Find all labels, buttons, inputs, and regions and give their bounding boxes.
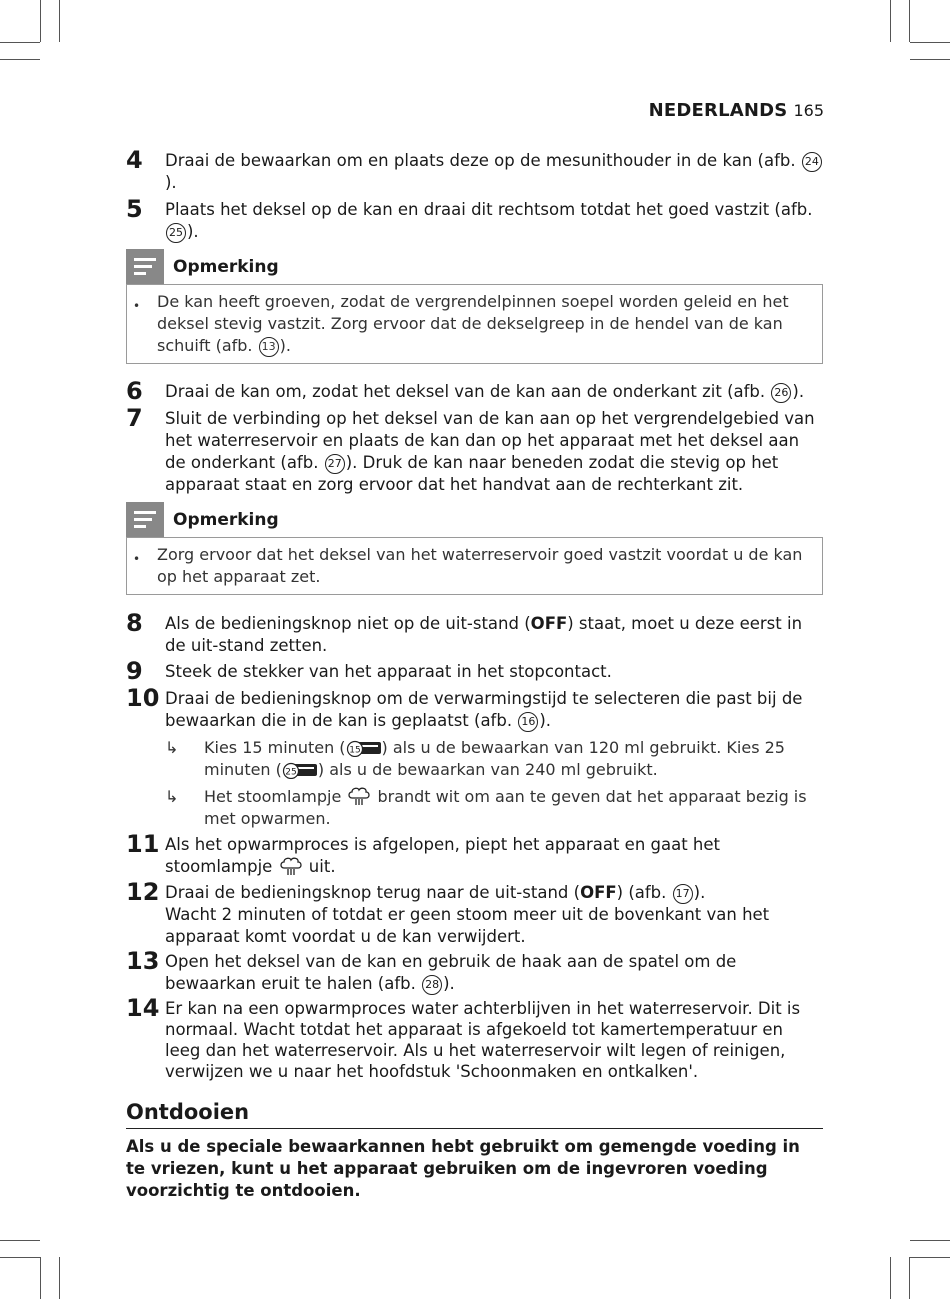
crop-mark — [0, 1257, 40, 1258]
step-11 — [126, 830, 823, 878]
step-text: Steek de stekker van het apparaat in het stopcontact. — [165, 662, 612, 681]
step-text: Draai de bewaarkan om en plaats deze op de mesunithouder in de kan (afb. 24). — [165, 150, 823, 194]
step-7 — [126, 404, 823, 496]
step-10 — [126, 684, 823, 732]
step-text: Plaats het deksel op de kan en draai dit rechtsom totdat het goed vastzit (afb. 25 ). — [165, 200, 813, 241]
crop-mark — [0, 1240, 40, 1241]
crop-mark — [40, 0, 41, 42]
crop-mark — [59, 0, 60, 42]
crop-mark — [910, 1240, 950, 1241]
step-number: 6 — [126, 377, 143, 405]
crop-mark — [910, 59, 950, 60]
steam-light-icon — [278, 856, 304, 876]
step-8 — [126, 609, 823, 657]
note-icon — [126, 502, 164, 538]
crop-mark — [910, 1257, 950, 1258]
step-text: Als het opwarmproces is afgelopen, piept het apparaat en gaat het stoomlampje uit. — [165, 835, 721, 876]
figure-ref: 28 — [422, 975, 442, 995]
note-text: De kan heeft groeven, zodat de vergrendelpinnen soepel worden geleid en het deksel stevig vastzit. Zorg ervoor dat de dekselgreep in de hendel van de kan schuift (afb. 13 ). — [157, 292, 789, 355]
figure-ref: 26 — [771, 383, 791, 403]
step-text: Draai de kan om, zodat het deksel van de kan aan de onderkant zit (afb. 26 ). — [165, 382, 805, 401]
step-text: Draai de bedieningsknop terug naar de uit-stand (OFF) (afb. 17 ). Wacht 2 minuten of totdat er geen stoom meer uit de bovenkant van het apparaat komt voordat u de kan verwijdert. — [165, 883, 770, 946]
crop-mark — [40, 1257, 41, 1299]
note-title: Opmerking — [173, 257, 279, 277]
step-number: 8 — [126, 609, 143, 637]
note-title: Opmerking — [173, 510, 279, 530]
note-box — [126, 537, 823, 595]
page-number: 165 — [793, 101, 824, 120]
result-arrow-icon: ↳ — [165, 738, 179, 757]
substep-text: Kies 15 minuten ( 15 ) als u de bewaarkan van 120 ml gebruikt. Kies 25 minuten ( 25 ) als u de bewaarkan van 240 ml gebruikt. — [204, 738, 785, 779]
bullet: • — [133, 299, 141, 313]
figure-ref: 27 — [325, 454, 345, 474]
crop-mark — [890, 1257, 891, 1299]
step-number: 9 — [126, 657, 143, 685]
step-number: 11 — [126, 830, 160, 858]
note-box — [126, 284, 823, 364]
step-9 — [126, 657, 823, 685]
note-icon — [126, 249, 164, 285]
figure-ref: 25 — [166, 223, 186, 243]
crop-mark — [910, 42, 950, 43]
timer-25-icon — [282, 761, 318, 779]
steam-light-icon — [346, 786, 372, 806]
step-4 — [126, 146, 823, 194]
step-number: 12 — [126, 878, 160, 906]
step-number: 4 — [126, 146, 143, 174]
figure-ref: 13 — [259, 337, 279, 357]
svg-text:15: 15 — [348, 745, 361, 756]
step-text: Als de bedieningsknop niet op de uit-stand (OFF) staat, moet u deze eerst in de uit-stand zetten. — [165, 614, 803, 655]
section-intro: Als u de speciale bewaarkannen hebt gebruikt om gemengde voeding in te vriezen, kunt u het apparaat gebruiken om de ingevroren voeding voorzichtig te ontdooien. — [126, 1137, 800, 1200]
note-header — [126, 502, 823, 538]
crop-mark — [909, 1257, 910, 1299]
step-number: 14 — [126, 994, 160, 1022]
step-number: 7 — [126, 404, 143, 432]
crop-mark — [890, 0, 891, 42]
header-language: NEDERLANDS — [648, 100, 788, 121]
section-title: Ontdooien — [126, 1100, 823, 1129]
crop-mark — [59, 1257, 60, 1299]
crop-mark — [0, 42, 40, 43]
step-number: 5 — [126, 195, 143, 223]
substep-result — [165, 737, 815, 781]
substep-result — [165, 786, 815, 830]
step-text: Open het deksel van de kan en gebruik de haak aan de spatel om de bewaarkan eruit te halen (afb. 28 ). — [165, 952, 737, 993]
figure-ref: 24 — [802, 152, 822, 172]
step-5 — [126, 195, 823, 243]
step-text: Er kan na een opwarmproces water achterblijven in het waterreservoir. Dit is normaal. Wacht totdat het apparaat is afgekoeld tot kamertemperatuur en leeg dan het waterreservoir. Als u het waterreservoir wilt legen of reinigen, verwijzen we u naar het hoofdstuk 'Schoonmaken en ontkalken'. — [165, 999, 801, 1081]
step-14 — [126, 994, 823, 1082]
step-6 — [126, 377, 823, 405]
crop-mark — [0, 59, 40, 60]
page-header — [649, 100, 824, 121]
bullet: • — [133, 552, 141, 566]
note-header — [126, 249, 823, 285]
note-text: Zorg ervoor dat het deksel van het waterreservoir goed vastzit voordat u de kan op het apparaat zet. — [157, 545, 803, 586]
step-12 — [126, 878, 823, 948]
step-number: 13 — [126, 947, 160, 975]
step-13 — [126, 947, 823, 995]
crop-mark — [909, 0, 910, 42]
svg-text:25: 25 — [285, 767, 297, 778]
figure-ref: 17 — [673, 884, 693, 904]
step-text: Sluit de verbinding op het deksel van de kan aan op het vergrendelgebied van het waterreservoir en plaats de kan dan op het apparaat met het deksel aan de onderkant (afb. 27 ). Druk de kan naar beneden zodat die stevig op het apparaat staat en zorg ervoor dat het handvat aan de rechterkant zit. — [165, 409, 815, 494]
substep-text: Het stoomlampje brandt wit om aan te geven dat het apparaat bezig is met opwarmen. — [204, 787, 807, 828]
step-text: Draai de bedieningsknop om de verwarmingstijd te selecteren die past bij de bewaarkan die in de kan is geplaatst (afb. 16 ). — [165, 689, 803, 730]
figure-ref: 16 — [518, 712, 538, 732]
step-number: 10 — [126, 684, 160, 712]
result-arrow-icon: ↳ — [165, 787, 179, 806]
timer-15-icon — [346, 739, 382, 757]
